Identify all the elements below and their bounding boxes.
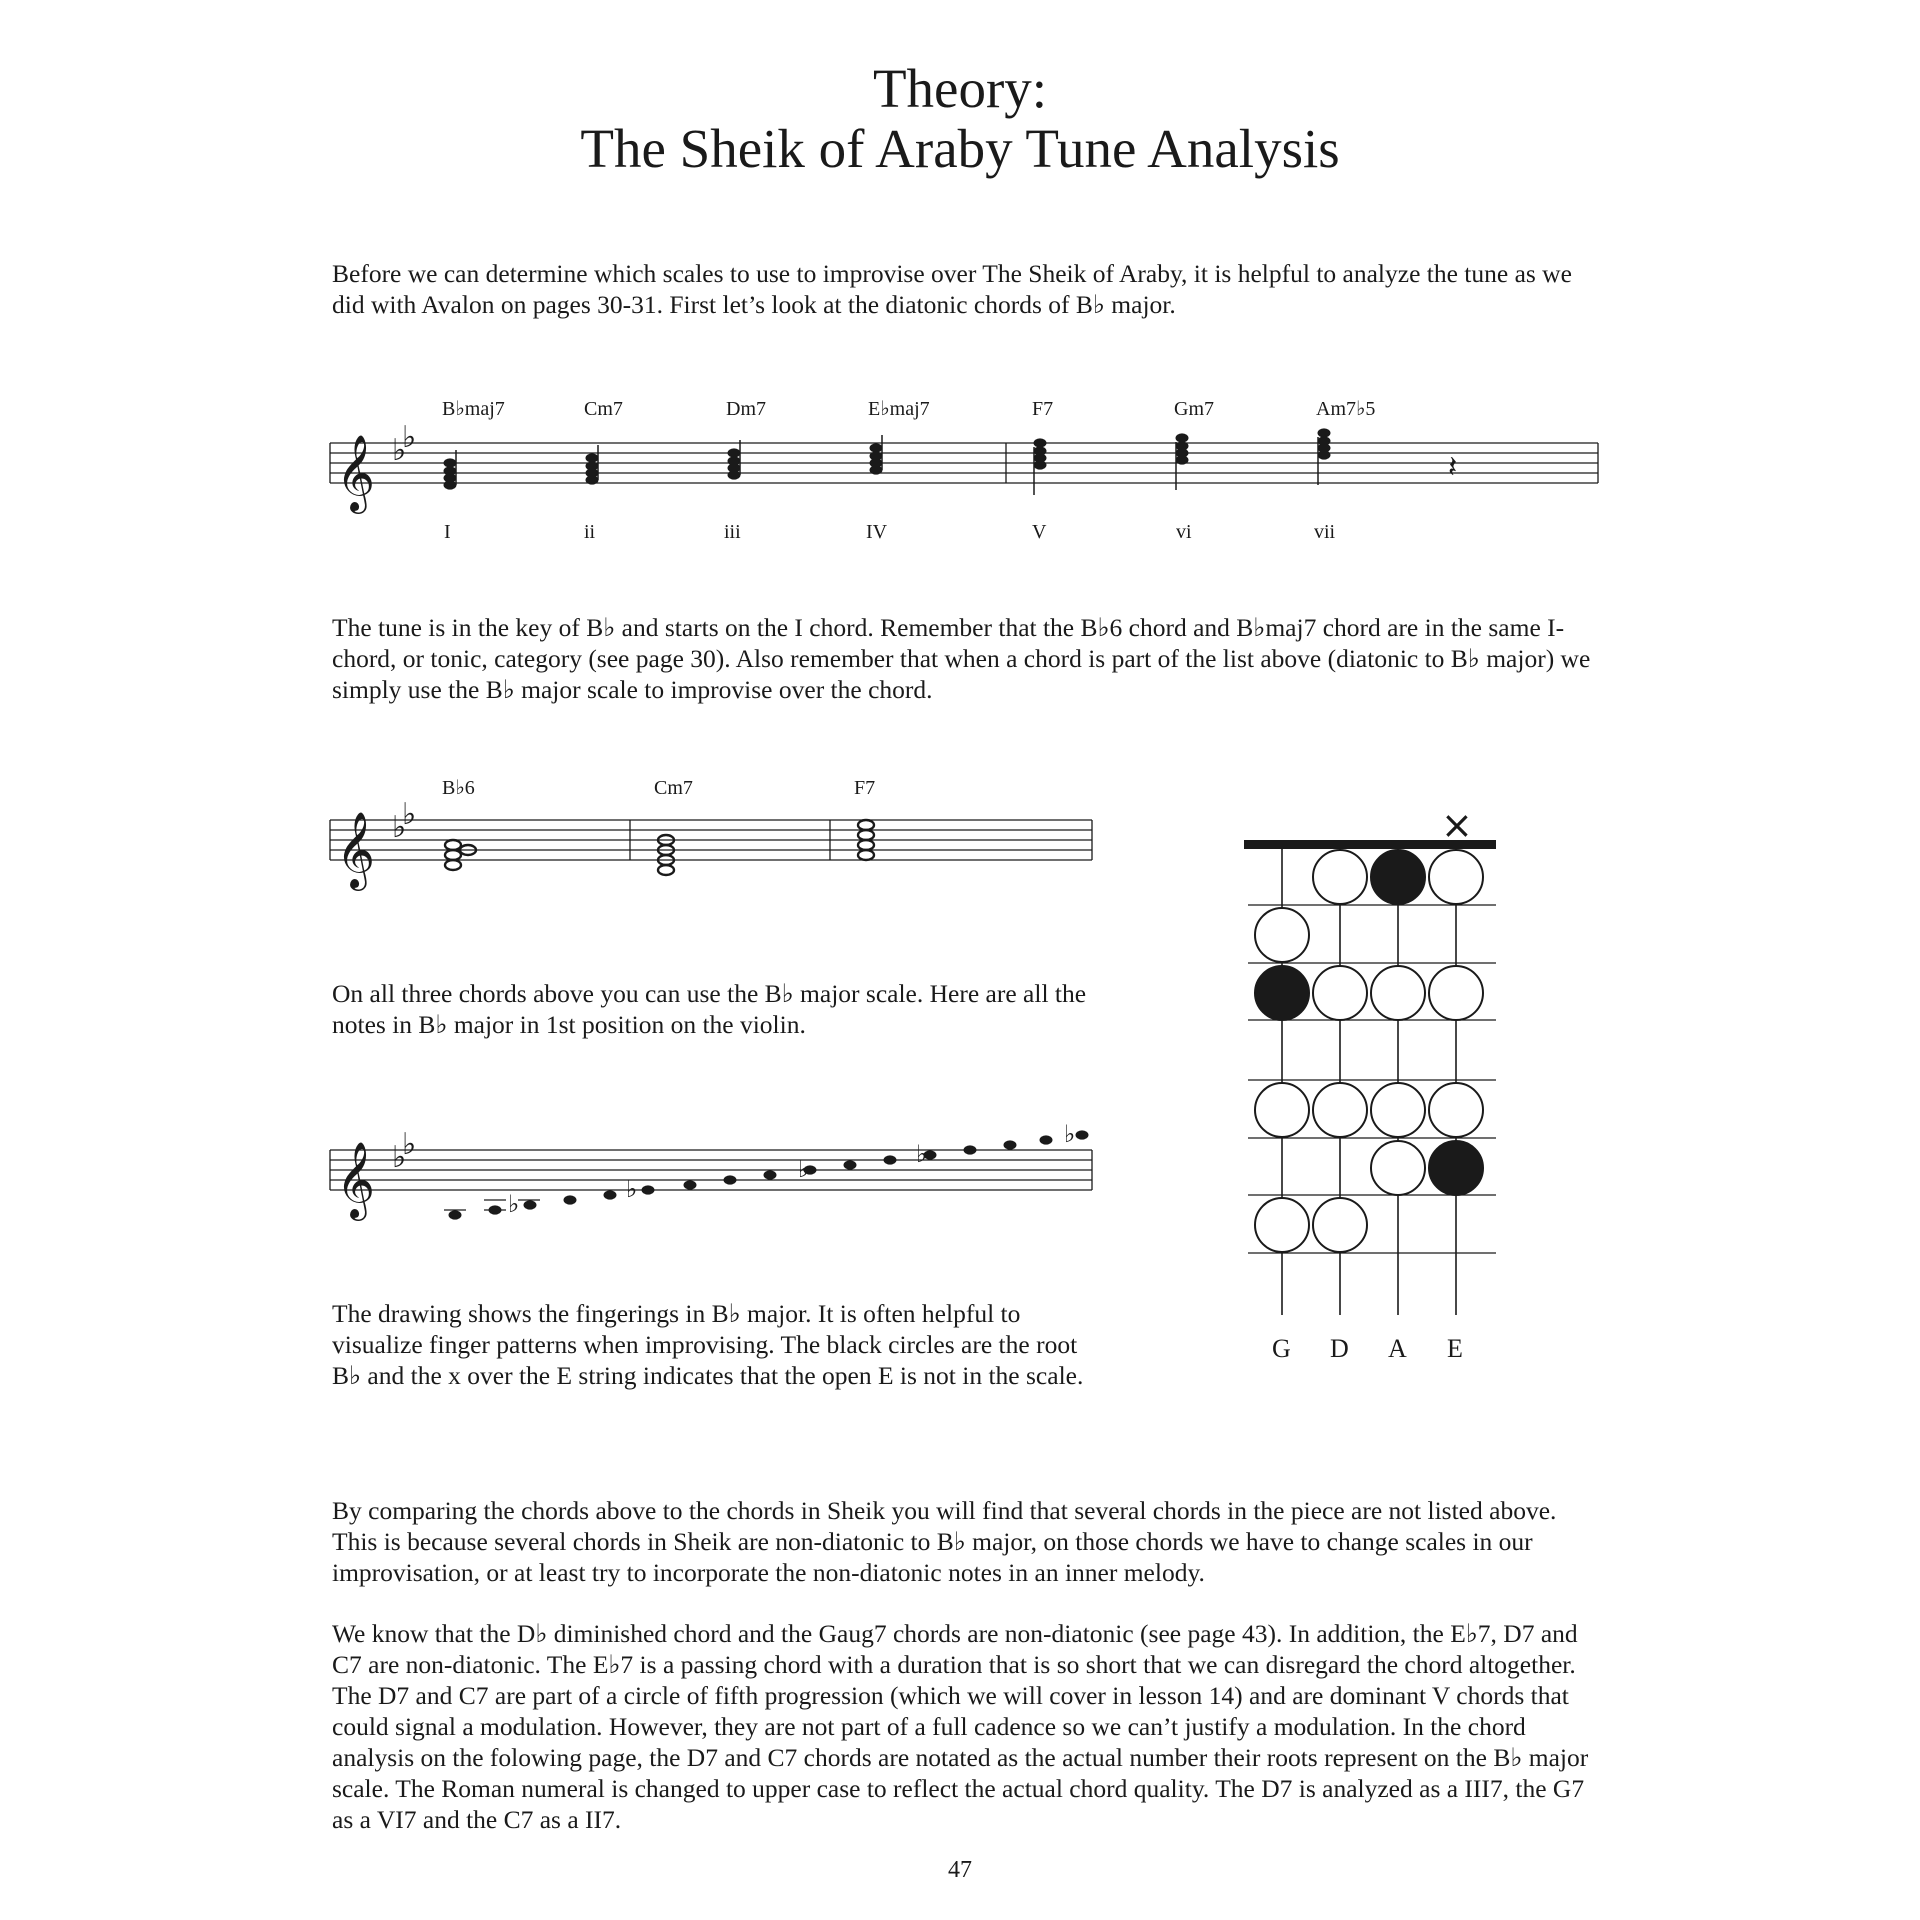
scale-text: On all three chords above you can use the B♭ major scale. Here are all the notes in B♭ major in 1st position on the violin. [332, 979, 1087, 1039]
key-text: The tune is in the key of B♭ and starts on the I chord. Remember that the B♭6 chord and B♭maj7 chord are in the same I-chord, or tonic, category (see page 30). Also remember that when a chord is part of the list above (diatonic to B♭ major) we simply use the B♭ major scale to improvise over the chord. [332, 613, 1591, 704]
chord-4 [870, 435, 883, 475]
chord-label-7: Am7♭5 [1316, 398, 1376, 420]
chord-label-1: B♭maj7 [442, 398, 505, 420]
svg-text:♭: ♭ [916, 1140, 928, 1168]
finger-positions [1255, 850, 1483, 1252]
flat-key-signature-e: ♭ [402, 1127, 417, 1162]
nondiatonic-text: We know that the D♭ diminished chord and the Gaug7 chords are non-diatonic (see page 43). In addition, the E♭7, D7 and C7 are non-diatonic. The E♭7 is a passing chord with a duration that is so short that we can disregard the chord altogether. The D7 and C7 are part of a circle of fifth progression (which we will cover in lesson 14) and are dominant V chords that could signal a modulation. However, they are not part of a full cadence so we can’t justify a modulation. In the chord analysis on the folowing page, the D7 and C7 chords are notated as the actual number their roots represent on the B♭ major scale. The Roman numeral is changed to upper case to reflect the actual chord quality. The D7 is analyzed as a III7, the G7 as a VI7 and the C7 as a II7. [332, 1619, 1589, 1834]
diatonic-chords-staff [330, 385, 1600, 550]
nondiatonic-paragraph [332, 1618, 1602, 1835]
quarter-rest-icon: 𝄽 [1448, 450, 1458, 485]
roman-numeral-3: iii [724, 521, 741, 543]
svg-text:♭: ♭ [508, 1190, 520, 1218]
finger-g-7 [1255, 1198, 1309, 1252]
roman-numeral-7: vii [1314, 521, 1336, 543]
chord-5 [1034, 438, 1047, 495]
staff-lines [330, 443, 1598, 483]
string-label-g: G [1272, 1334, 1291, 1363]
tune-chord-label-3: F7 [854, 777, 876, 799]
svg-text:♭: ♭ [798, 1155, 810, 1183]
string-label-a: A [1388, 1334, 1407, 1363]
flat-key-signature-b: ♭ [392, 433, 407, 468]
chord-label-3: Dm7 [726, 398, 766, 420]
flat-key-signature-b: ♭ [392, 1140, 407, 1175]
page-title-line1: Theory: [872, 58, 1048, 119]
intro-text: Before we can determine which scales to use to improvise over The Sheik of Araby, it is helpful to analyze the tune as we did with Avalon on pages 30-31. First let’s look at the diatonic chords of B♭ major. [332, 259, 1572, 319]
violin-fingerboard-diagram [1240, 803, 1510, 1365]
tune-chord-label-1: B♭6 [442, 777, 475, 799]
finger-a-5 [1371, 1083, 1425, 1137]
roman-numeral-5: V [1032, 521, 1047, 543]
chord-7 [1318, 428, 1331, 485]
drawing-paragraph [332, 1298, 1112, 1391]
roman-numeral-2: ii [584, 521, 596, 543]
chord-label-6: Gm7 [1174, 398, 1214, 420]
string-label-e: E [1447, 1334, 1463, 1363]
finger-g-5 [1255, 1083, 1309, 1137]
finger-a-1-root [1371, 850, 1425, 904]
chord-6 [1176, 433, 1189, 490]
roman-numeral-6: vi [1176, 521, 1192, 543]
intro-paragraph [332, 258, 1602, 320]
drawing-text: The drawing shows the fingerings in B♭ major. It is often helpful to visualize finger patterns when improvising. The black circles are the root B♭ and the x over the E string indicates that the open E is not in the scale. [332, 1299, 1084, 1390]
finger-d-5 [1313, 1083, 1367, 1137]
treble-clef-icon: 𝄞 [336, 811, 376, 888]
scale-staff [330, 1092, 1095, 1242]
comparison-paragraph [332, 1495, 1602, 1588]
finger-g-2 [1255, 908, 1309, 962]
page-title-line2: The Sheik of Araby Tune Analysis [580, 118, 1340, 179]
roman-numeral-4: IV [866, 521, 888, 543]
flat-key-signature-e: ♭ [402, 797, 417, 832]
finger-e-1 [1429, 850, 1483, 904]
finger-d-3 [1313, 966, 1367, 1020]
staff-lines [330, 1150, 1092, 1190]
whole-chord-1 [445, 840, 476, 870]
string-lines [1282, 849, 1456, 1315]
whole-chord-2 [658, 835, 674, 875]
scale-accidentals [508, 1120, 1075, 1218]
roman-numeral-1: I [444, 521, 451, 543]
chord-label-4: E♭maj7 [868, 398, 930, 420]
finger-e-3 [1429, 966, 1483, 1020]
finger-g-3-root [1255, 966, 1309, 1020]
chord-label-5: F7 [1032, 398, 1054, 420]
chord-3 [728, 440, 741, 480]
tune-chords-staff [330, 762, 1095, 892]
finger-e-5 [1429, 1083, 1483, 1137]
treble-clef-icon: 𝄞 [336, 1141, 376, 1218]
comparison-text: By comparing the chords above to the chords in Sheik you will find that several chords in the piece are not listed above. This is because several chords in Sheik are non-diatonic to B♭ major, on those chords we have to change scales in our improvisation, or at least try to incorporate the non-diatonic notes in an inner melody. [332, 1496, 1557, 1587]
key-paragraph [332, 612, 1602, 705]
scale-paragraph [332, 978, 1092, 1040]
string-label-d: D [1330, 1334, 1349, 1363]
chord-2 [586, 445, 599, 485]
finger-a-3 [1371, 966, 1425, 1020]
treble-clef-icon: 𝄞 [336, 434, 376, 511]
svg-text:♭: ♭ [1064, 1120, 1076, 1148]
finger-d-7 [1313, 1198, 1367, 1252]
scale-notes [444, 1130, 1089, 1219]
open-e-excluded-mark: × [1441, 803, 1473, 847]
flat-key-signature-e: ♭ [402, 420, 417, 455]
tune-chord-label-2: Cm7 [654, 777, 693, 799]
finger-d-1 [1313, 850, 1367, 904]
page-number: 47 [948, 1857, 972, 1883]
chord-1 [444, 450, 457, 490]
finger-a-6 [1371, 1141, 1425, 1195]
chord-label-2: Cm7 [584, 398, 623, 420]
flat-key-signature-b: ♭ [392, 810, 407, 845]
svg-text:♭: ♭ [626, 1175, 638, 1203]
finger-e-6-root [1429, 1141, 1483, 1195]
